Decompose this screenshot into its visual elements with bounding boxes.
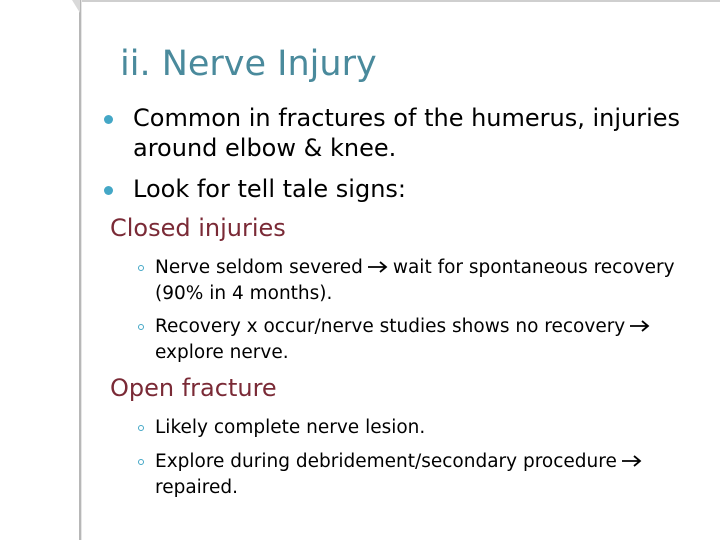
section-heading-closed: Closed injuries <box>110 214 286 242</box>
arrow-right-icon <box>621 454 643 468</box>
section-heading-open: Open fracture <box>110 374 277 402</box>
sub-bullet-text: Nerve seldom severed wait for spontaneous recovery <box>155 257 675 278</box>
bullet-text: Look for tell tale signs: <box>133 175 406 203</box>
frame-top-border <box>79 0 720 2</box>
sub-bullet-text-continuation: explore nerve. <box>155 342 289 363</box>
sub-bullet-text-continuation: repaired. <box>155 477 239 498</box>
frame-corner-ornament <box>72 0 80 13</box>
bullet-text-continuation: around elbow & knee. <box>133 134 397 162</box>
sub-bullet-ring-icon <box>138 459 144 465</box>
slide-title: ii. Nerve Injury <box>120 44 377 84</box>
bullet-dot-icon <box>104 186 113 195</box>
sub-bullet-text: Likely complete nerve lesion. <box>155 417 426 438</box>
bullet-dot-icon <box>104 115 113 124</box>
arrow-right-icon <box>367 260 389 274</box>
sub-bullet-text: Explore during debridement/secondary procedure <box>155 450 647 474</box>
arrow-right-icon <box>629 319 651 333</box>
sub-bullet-ring-icon <box>138 324 144 330</box>
frame-left-inner-border <box>81 0 82 540</box>
bullet-text: Common in fractures of the humerus, injuries <box>133 104 681 132</box>
sub-bullet-text: Recovery x occur/nerve studies shows no recovery <box>155 315 655 339</box>
sub-bullet-text-continuation: (90% in 4 months). <box>155 283 333 304</box>
sub-bullet-ring-icon <box>138 265 144 271</box>
sub-bullet-ring-icon <box>138 425 144 431</box>
